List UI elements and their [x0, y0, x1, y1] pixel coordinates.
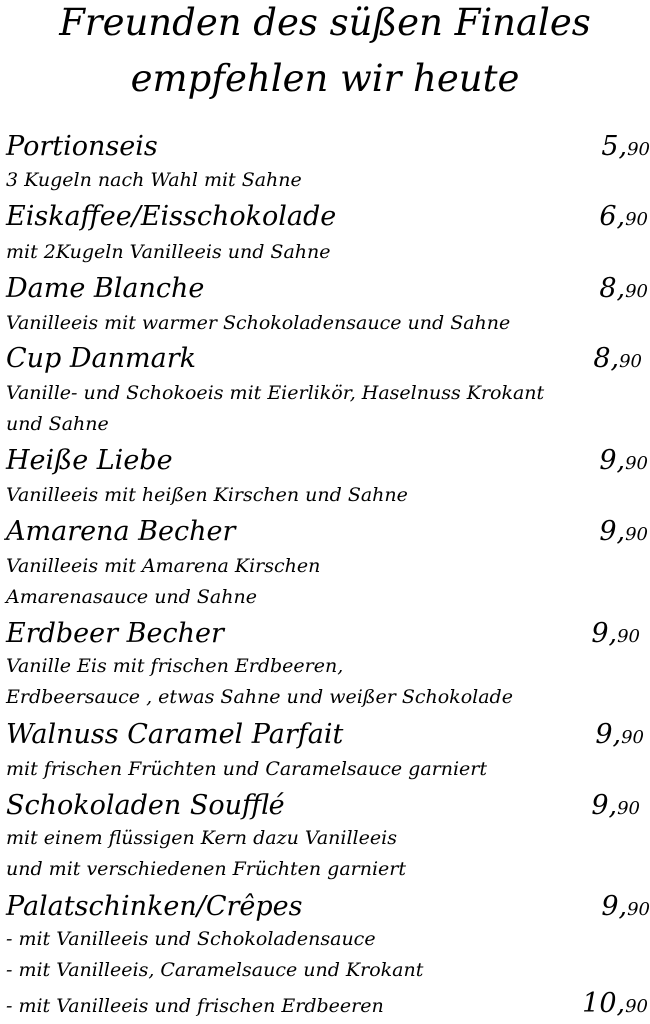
item-price-walnuss-caramel-parfait: 9,90: [595, 719, 644, 750]
item-price-erdbeer-becher: 9,90: [591, 618, 640, 649]
item-desc-portionseis: 3 Kugeln nach Wahl mit Sahne: [6, 169, 302, 191]
item-name-walnuss-caramel-parfait: Walnuss Caramel Parfait: [6, 719, 344, 750]
item-price-palatschinken-erdbeeren: 10,90: [582, 988, 648, 1019]
item-price-heisse-liebe: 9,90: [599, 445, 648, 476]
item-price-cup-danmark: 8,90: [593, 343, 642, 374]
item-desc-schokoladen-souffle-1: mit einem flüssigen Kern dazu Vanilleeis: [6, 827, 397, 849]
item-name-erdbeer-becher: Erdbeer Becher: [6, 618, 224, 649]
item-desc-palatschinken-erdbeeren: - mit Vanilleeis und frischen Erdbeeren: [6, 995, 384, 1017]
item-name-dame-blanche: Dame Blanche: [6, 273, 205, 304]
item-name-portionseis: Portionseis: [6, 131, 158, 162]
item-desc-schokoladen-souffle-2: und mit verschiedenen Früchten garniert: [6, 858, 407, 880]
item-desc-eiskaffee: mit 2Kugeln Vanilleeis und Sahne: [6, 241, 331, 263]
item-desc-cup-danmark-1: Vanille- und Schokoeis mit Eierlikör, Haselnuss Krokant: [6, 382, 545, 404]
item-desc-amarena-becher-1: Vanilleeis mit Amarena Kirschen: [6, 555, 321, 577]
item-desc-palatschinken-crepes-2: - mit Vanilleeis, Caramelsauce und Krokant: [6, 959, 424, 981]
item-price-amarena-becher: 9,90: [599, 516, 648, 547]
item-desc-walnuss-caramel-parfait: mit frischen Früchten und Caramelsauce garniert: [6, 758, 488, 780]
item-price-eiskaffee: 6,90: [599, 201, 648, 232]
item-name-eiskaffee: Eiskaffee/Eisschokolade: [6, 201, 337, 232]
item-desc-cup-danmark-2: und Sahne: [6, 413, 109, 435]
item-desc-erdbeer-becher-1: Vanille Eis mit frischen Erdbeeren,: [6, 655, 344, 677]
item-desc-erdbeer-becher-2: Erdbeersauce , etwas Sahne und weißer Schokolade: [6, 686, 513, 708]
item-name-amarena-becher: Amarena Becher: [6, 516, 236, 547]
item-price-schokoladen-souffle: 9,90: [591, 790, 640, 821]
item-desc-palatschinken-crepes-1: - mit Vanilleeis und Schokoladensauce: [6, 928, 376, 950]
item-desc-heisse-liebe: Vanilleeis mit heißen Kirschen und Sahne: [6, 484, 408, 506]
item-name-heisse-liebe: Heiße Liebe: [6, 445, 173, 476]
item-desc-amarena-becher-2: Amarenasauce und Sahne: [6, 586, 257, 608]
item-name-palatschinken-crepes: Palatschinken/Crêpes: [6, 891, 303, 922]
item-name-schokoladen-souffle: Schokoladen Soufflé: [6, 790, 285, 821]
item-name-cup-danmark: Cup Danmark: [6, 343, 197, 374]
header-line-2: empfehlen wir heute: [130, 57, 520, 100]
item-price-portionseis: 5,90: [601, 131, 650, 162]
item-desc-dame-blanche: Vanilleeis mit warmer Schokoladensauce und Sahne: [6, 312, 511, 334]
header-line-1: Freunden des süßen Finales: [59, 1, 591, 44]
item-price-dame-blanche: 8,90: [599, 273, 648, 304]
item-price-palatschinken-crepes: 9,90: [601, 891, 650, 922]
